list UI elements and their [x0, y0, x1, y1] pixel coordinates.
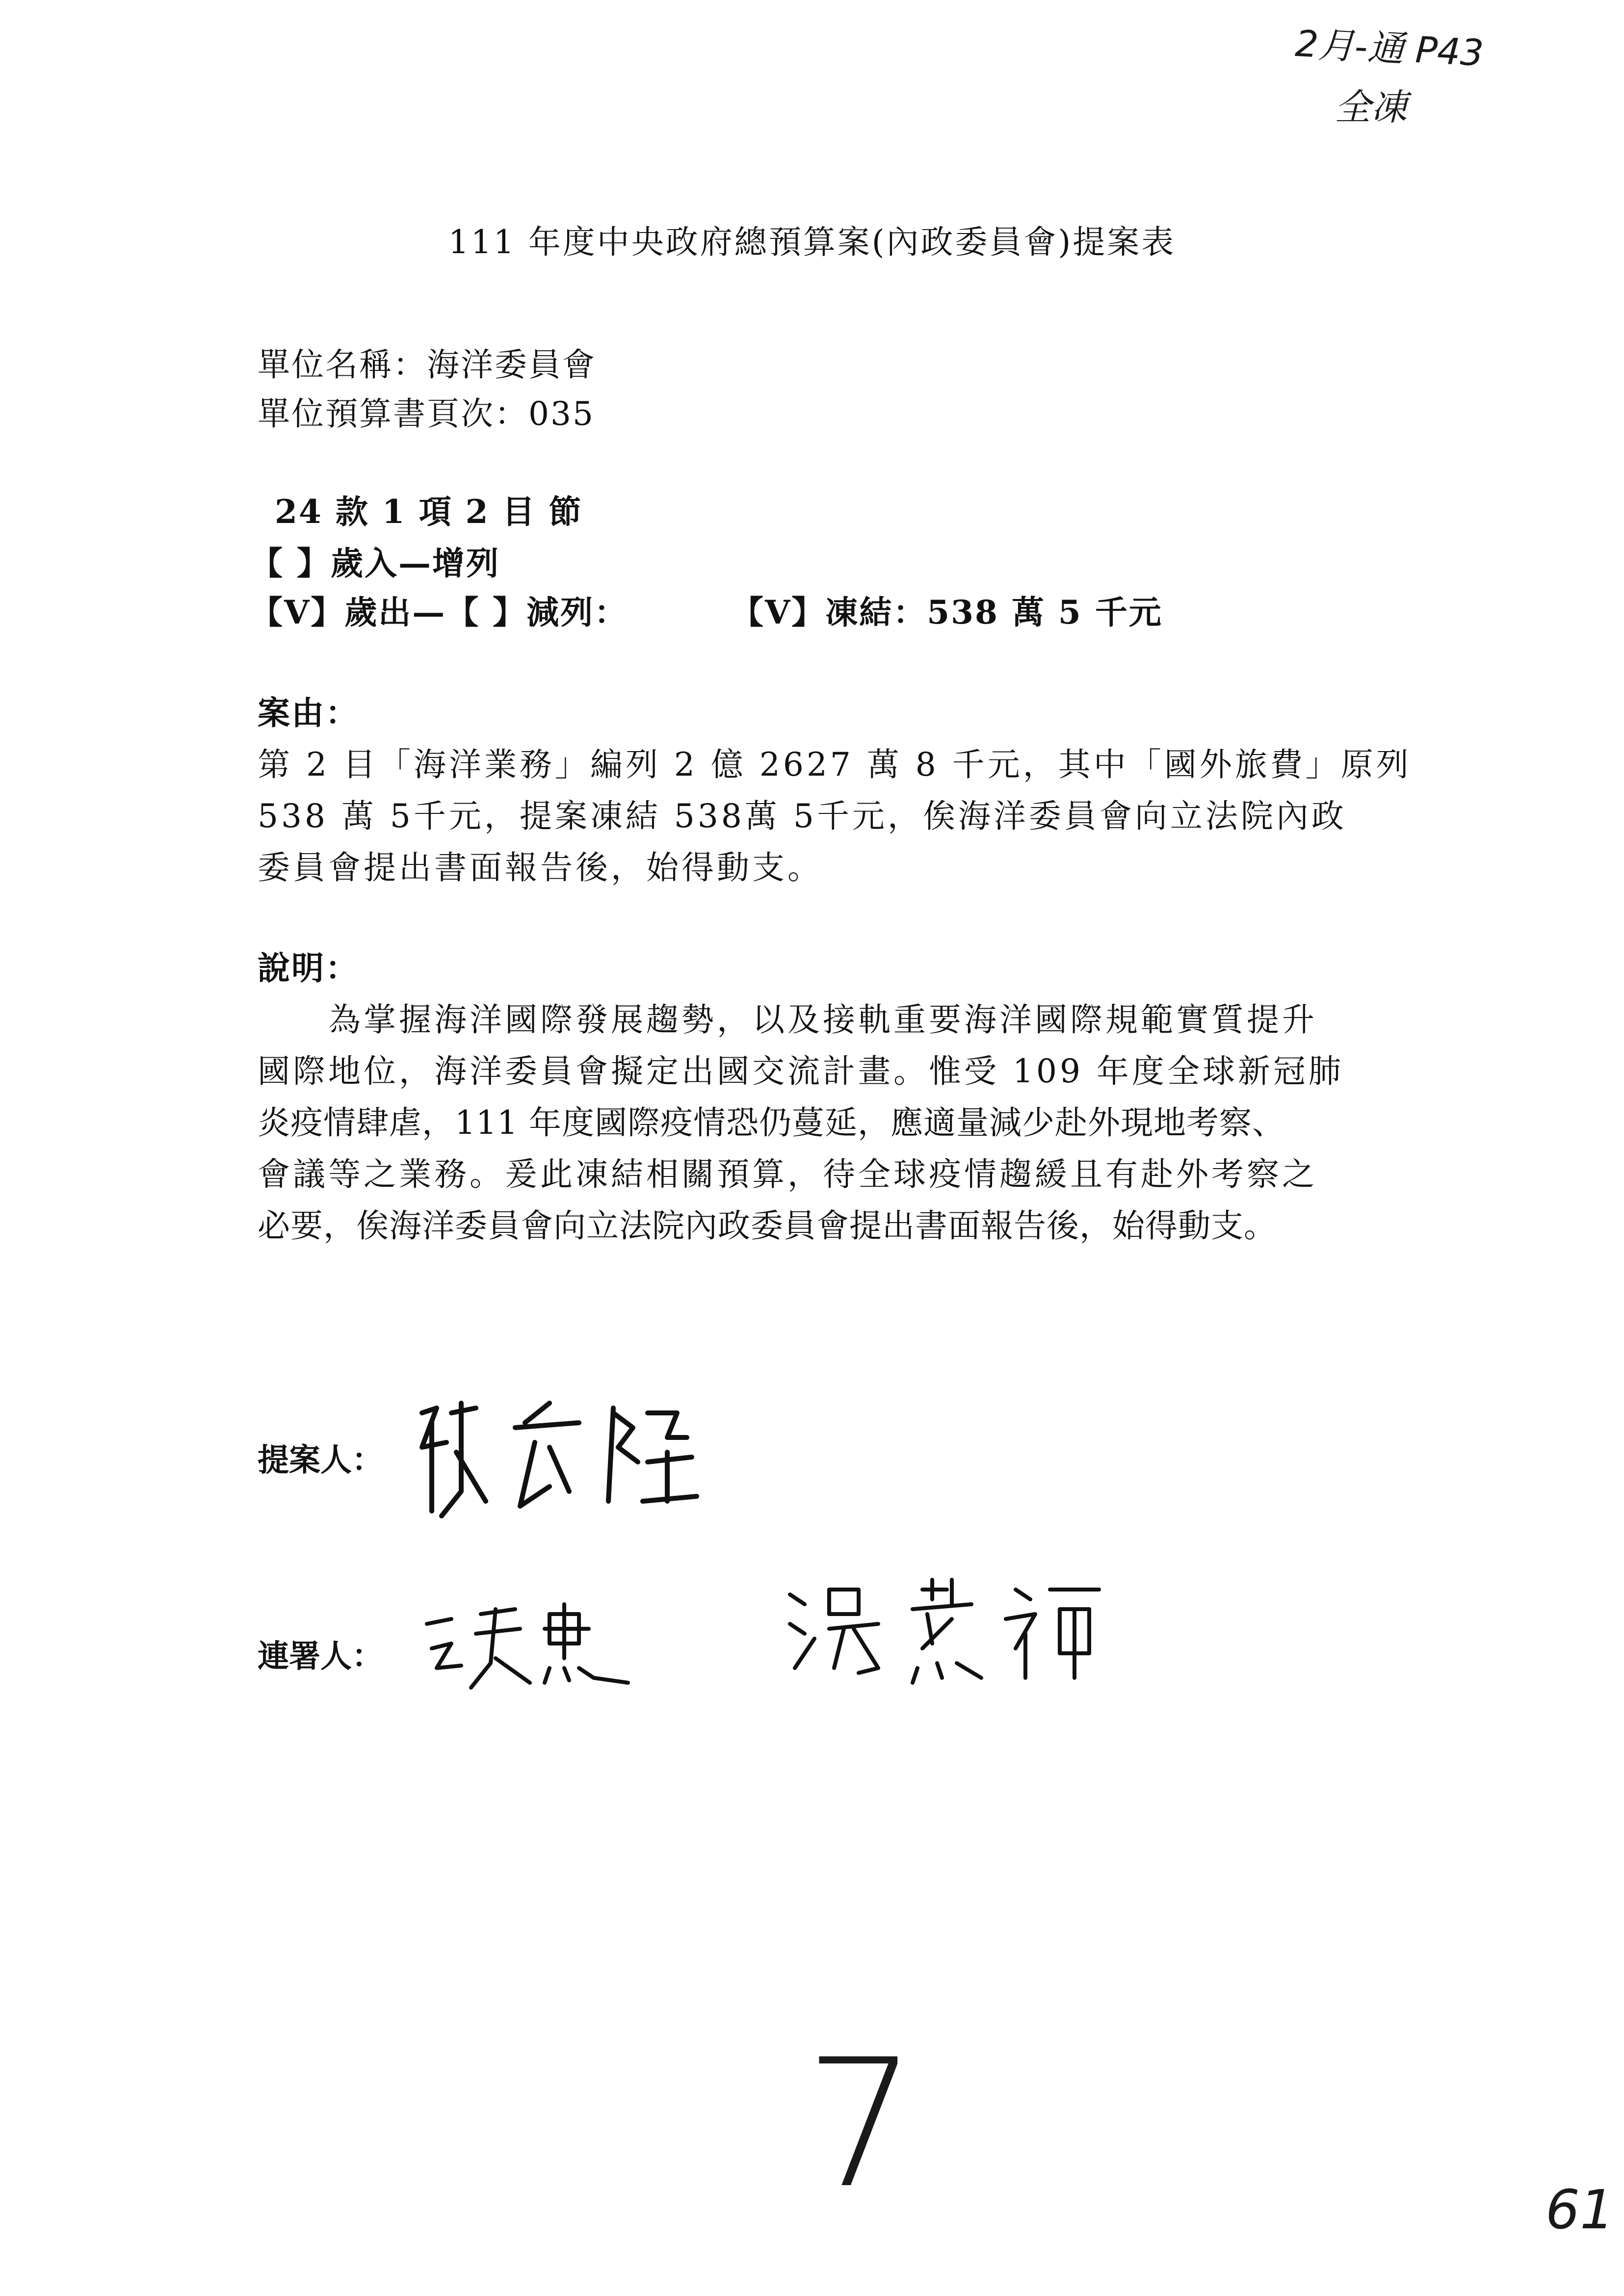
- unit-name: 單位名稱：海洋委員會: [258, 346, 596, 384]
- proposer-label: 提案人：: [258, 1442, 383, 1479]
- reason-line: 538 萬 5千元，提案凍結 538萬 5千元，俟海洋委員會向立法院內政: [258, 797, 1347, 835]
- handwritten-sheet-number: 61: [1545, 2178, 1614, 2241]
- explanation-line: 為掌握海洋國際發展趨勢，以及接軌重要海洋國際規範實質提升: [258, 1001, 1317, 1039]
- explanation-line: 國際地位，海洋委員會擬定出國交流計畫。惟受 109 年度全球新冠肺: [258, 1052, 1344, 1090]
- cosigner-signature-2: [785, 1570, 1138, 1688]
- cosigner-label: 連署人：: [258, 1638, 383, 1675]
- freeze-line: 【V】凍結：538 萬 5 千元: [731, 593, 1163, 631]
- explanation-label: 說明：: [258, 949, 359, 987]
- expenditure-line: 【V】歲出—【 】減列：: [250, 593, 629, 631]
- reason-label: 案由：: [258, 694, 359, 732]
- explanation-line: 炎疫情肆虐，111 年度國際疫情恐仍蔓延，應適量減少赴外現地考察、: [258, 1104, 1285, 1142]
- explanation-line: 會議等之業務。爰此凍結相關預算，待全球疫情趨緩且有赴外考察之: [258, 1155, 1317, 1193]
- document-title: 111 年度中央政府總預算案(內政委員會)提案表: [448, 223, 1176, 261]
- budget-page-number: 單位預算書頁次：035: [258, 395, 595, 433]
- proposer-signature: [402, 1393, 697, 1521]
- revenue-line: 【 】歲入—增列: [250, 544, 500, 582]
- reason-line: 第 2 目「海洋業務」編列 2 億 2627 萬 8 千元，其中「國外旅費」原列: [258, 746, 1412, 783]
- handwritten-note-frozen: 全凍: [1335, 86, 1407, 129]
- reason-line: 委員會提出書面報告後，始得動支。: [258, 849, 823, 887]
- handwritten-page-number: 7: [805, 2021, 917, 2227]
- explanation-line: 必要，俟海洋委員會向立法院內政委員會提出書面報告後，始得動支。: [258, 1207, 1277, 1245]
- handwritten-note-top-right: 2月-通 P43: [1294, 22, 1485, 75]
- budget-section: 24 款 1 項 2 目 節: [275, 493, 583, 531]
- cosigner-signature-1: [422, 1594, 677, 1693]
